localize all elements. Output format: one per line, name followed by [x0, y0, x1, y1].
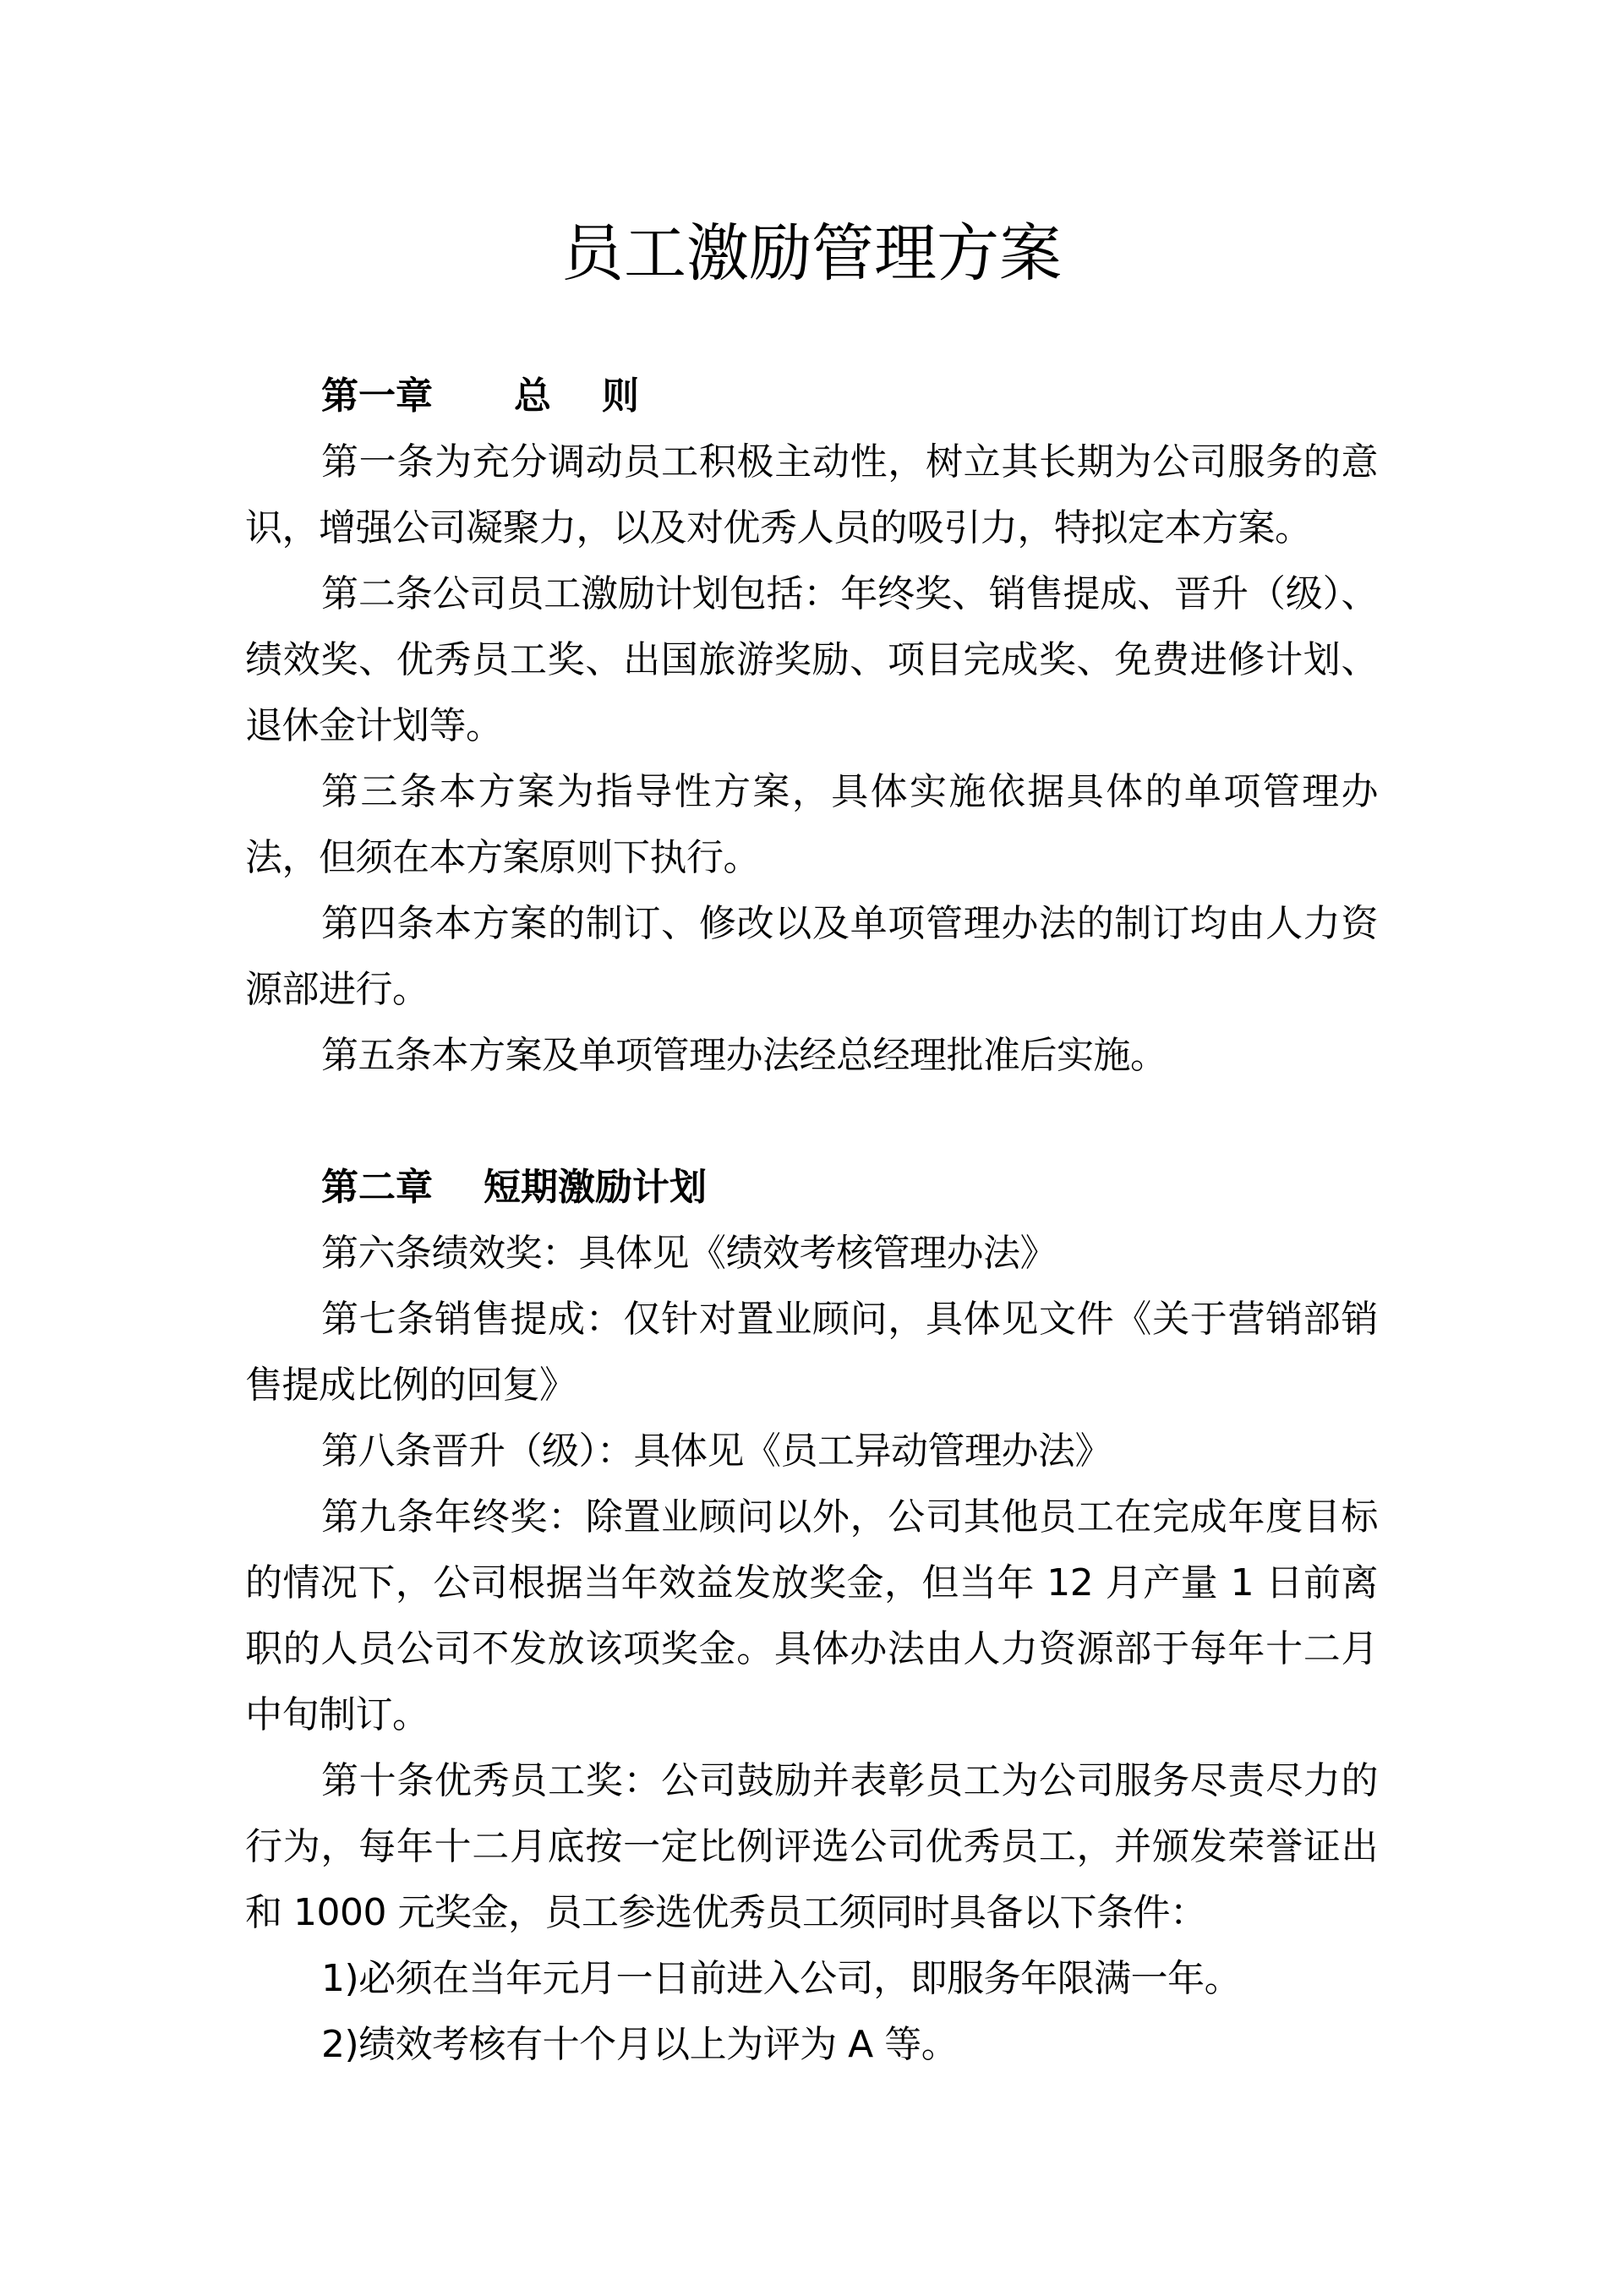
article-10: 第十条优秀员工奖：公司鼓励并表彰员工为公司服务尽责尽力的行为，每年十二月底按一定比例评选公司优秀员工，并颁发荣誉证出和 1000 元奖金，员工参选优秀员工须同时具备以下条件：: [245, 1759, 1378, 1934]
article-8: 第八条晋升（级）：具体见《员工异动管理办法》: [321, 1430, 1112, 1473]
article-2: 第二条公司员工激励计划包括：年终奖、销售提成、晋升（级）、绩效奖、优秀员工奖、出国旅游奖励、项目完成奖、免费进修计划、退休金计划等。: [245, 572, 1378, 747]
condition-item: 2)绩效考核有十个月以上为评为 A 等。: [321, 2023, 959, 2066]
chapter-title-part: 则: [602, 374, 639, 418]
article-9: 第九条年终奖：除置业顾问以外，公司其他员工在完成年度目标的情况下，公司根据当年效益发放奖金，但当年 12 月产量 1 日前离职的人员公司不发放该项奖金。具体办法由人力资源部于每年十二月中旬制订。: [245, 1495, 1378, 1736]
article-1: 第一条为充分调动员工积极主动性，树立其长期为公司服务的意识，增强公司凝聚力，以及对优秀人员的吸引力，特拟定本方案。: [245, 440, 1378, 549]
chapter-title: 短期激励计划: [484, 1166, 707, 1209]
document-title: 员工激励管理方案: [561, 217, 1062, 290]
chapter-heading-1: [245, 364, 1378, 429]
article-7: 第七条销售提成：仅针对置业顾问，具体见文件《关于营销部销售提成比例的回复》: [245, 1298, 1378, 1407]
chapter-title-part: 总: [514, 374, 551, 418]
chapter-number: 第一章: [321, 374, 433, 418]
condition-item: 1)必须在当年元月一日前进入公司，即服务年限满一年。: [321, 1957, 1242, 2000]
article-4: 第四条本方案的制订、修改以及单项管理办法的制订均由人力资源部进行。: [245, 902, 1378, 1011]
article-5: 第五条本方案及单项管理办法经总经理批准后实施。: [321, 1034, 1167, 1077]
document-body: [245, 364, 1378, 2078]
article-6: 第六条绩效奖：具体见《绩效考核管理办法》: [321, 1232, 1057, 1275]
article-3: 第三条本方案为指导性方案，具体实施依据具体的单项管理办法，但须在本方案原则下执行。: [245, 770, 1378, 879]
chapter-heading-2: [245, 1155, 1378, 1221]
chapter-number: 第二章: [321, 1166, 433, 1209]
